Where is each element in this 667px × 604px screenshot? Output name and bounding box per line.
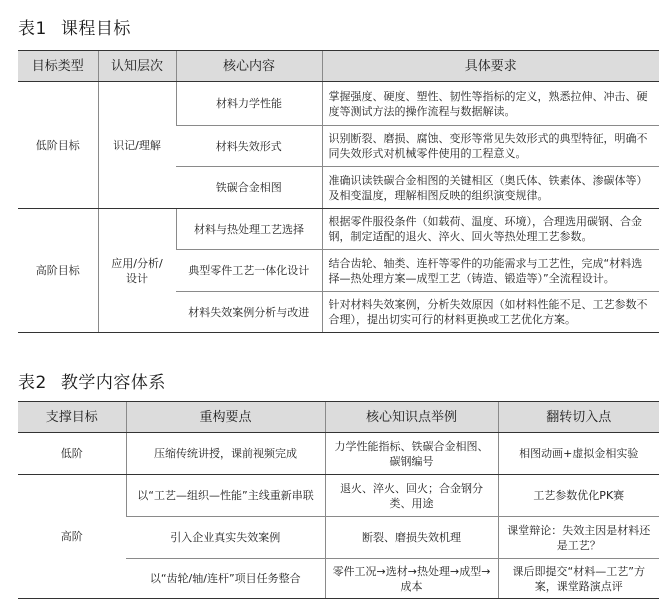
cognitive-level-cell [98,209,176,333]
requirement-cell: 准确识读铁碳合金相图的关键相区（奥氏体、铁素体、渗碳体等）及相变温度，理解相图反映的组织演变规律。 [322,167,659,209]
table2-title [18,368,166,393]
table-row [18,475,659,517]
core-content-cell: 材料失效案例分析与改进 [176,292,322,333]
table2-header-row [18,402,659,433]
core-content-cell: 材料力学性能 [176,82,322,126]
core-content-cell: 材料与热处理工艺选择 [176,209,322,250]
support-target-cell: 高阶 [18,475,126,599]
restructure-point-cell: 引入企业真实失效案例 [126,517,325,559]
table1-header-row [18,51,659,82]
table-row [18,82,659,126]
course-objectives-table [18,50,659,333]
requirement-cell: 掌握强度、硬度、塑性、韧性等指标的定义，熟悉拉伸、冲击、硬度等测试方法的操作流程与数据解读。 [322,82,659,126]
table1-header-cell: 具体要求 [322,51,659,82]
requirement-cell: 根据零件服役条件（如载荷、温度、环境），合理选用碳钢、合金钢，制定适配的退火、淬火、回火等热处理工艺参数。 [322,209,659,250]
knowledge-example-cell: 零件工况→选材→热处理→成型→成本 [325,559,498,599]
core-content-cell: 铁碳合金相图 [176,167,322,209]
table1-title [18,14,131,39]
table1-header-cell: 目标类型 [18,51,98,82]
core-content-cell: 典型零件工艺一体化设计 [176,250,322,292]
table2-header-cell: 核心知识点举例 [325,402,498,433]
cognitive-level-cell: 识记/理解 [98,82,176,209]
table-row [18,209,659,250]
table-row [18,433,659,475]
support-target-cell: 低阶 [18,433,126,475]
table2-header-cell: 支撑目标 [18,402,126,433]
table2-header-cell: 重构要点 [126,402,325,433]
knowledge-example-cell: 断裂、磨损失效机理 [325,517,498,559]
cognitive-level-text: 应用/分析/设计 [111,256,163,285]
objective-type-cell: 低阶目标 [18,82,98,209]
restructure-point-cell: 以“工艺—组织—性能”主线重新串联 [126,475,325,517]
table1-header-cell: 认知层次 [98,51,176,82]
restructure-point-cell: 以“齿轮/轴/连杆”项目任务整合 [126,559,325,599]
flip-entry-cell: 工艺参数优化PK赛 [498,475,659,517]
core-content-cell: 材料失效形式 [176,126,322,167]
flip-entry-cell: 课后即提交“材料—工艺”方案，课堂路演点评 [498,559,659,599]
requirement-cell: 识别断裂、磨损、腐蚀、变形等常见失效形式的典型特征，明确不同失效形式对机械零件使用的工程意义。 [322,126,659,167]
restructure-point-cell: 压缩传统讲授，课前视频完成 [126,433,325,475]
table1-header-cell: 核心内容 [176,51,322,82]
flip-entry-cell: 课堂辩论：失效主因是材料还是工艺？ [498,517,659,559]
teaching-content-table [18,401,659,599]
table2-caption: 教学内容体系 [60,373,166,393]
table1-number: 表1 [18,19,47,39]
table2-header-cell: 翻转切入点 [498,402,659,433]
knowledge-example-cell: 力学性能指标、铁碳合金相图、碳钢编号 [325,433,498,475]
table2-number: 表2 [18,373,47,393]
objective-type-cell: 高阶目标 [18,209,98,333]
flip-entry-cell: 相图动画+虚拟金相实验 [498,433,659,475]
table1-caption: 课程目标 [60,19,131,39]
requirement-cell: 结合齿轮、轴类、连杆等零件的功能需求与工艺性，完成“材料选择—热处理方案—成型工艺（铸造、锻造等）”全流程设计。 [322,250,659,292]
requirement-cell: 针对材料失效案例，分析失效原因（如材料性能不足、工艺参数不合理），提出切实可行的材料更换或工艺优化方案。 [322,292,659,333]
knowledge-example-cell: 退火、淬火、回火；合金钢分类、用途 [325,475,498,517]
